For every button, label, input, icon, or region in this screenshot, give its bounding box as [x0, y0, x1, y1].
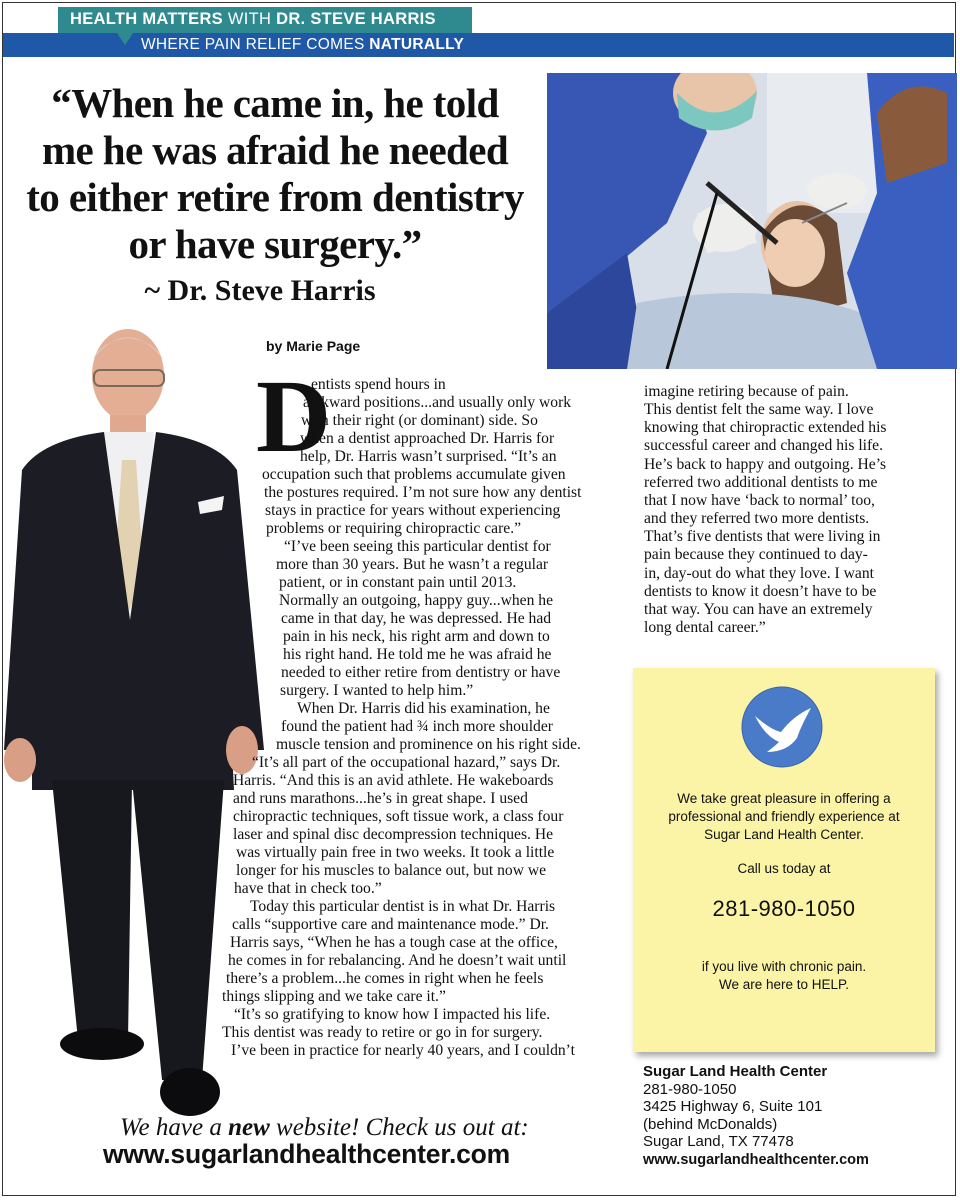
- note-tail: [633, 958, 935, 994]
- dove-logo-icon: [741, 686, 823, 768]
- article-line: patient, or in constant pain until 2013.: [279, 574, 517, 591]
- promo-pre: We have a: [120, 1114, 229, 1141]
- header-title: HEALTH MATTERS WITH DR. STEVE HARRIS: [70, 10, 436, 28]
- header-tab: [58, 7, 472, 33]
- article-line: Harris. “And this is an avid athlete. He wakeboards: [233, 772, 554, 789]
- article-line: have that in check too.”: [234, 880, 382, 897]
- contact-name: Sugar Land Health Center: [643, 1063, 828, 1080]
- article-line: the postures required. I’m not sure how any dentist: [264, 484, 582, 501]
- article-line: came in that day, he was depressed. He had: [281, 610, 552, 627]
- article-line: and they referred two more dentists.: [644, 510, 870, 528]
- article-column-2: [644, 383, 934, 637]
- note-message-line: We take great pleasure in offering a: [677, 791, 891, 806]
- note-tail-line: We are here to HELP.: [718, 977, 850, 992]
- article-line: things slipping and we take care it.”: [222, 988, 446, 1005]
- article-line: calls “supportive care and maintenance mode.” Dr.: [232, 916, 549, 933]
- article-line: This dentist was ready to retire or go in for surgery.: [222, 1024, 543, 1041]
- note-phone[interactable]: 281-980-1050: [712, 896, 856, 921]
- article-line: This dentist felt the same way. I love: [644, 401, 874, 419]
- contact-city: Sugar Land, TX 77478: [643, 1133, 794, 1151]
- article-line: surgery. I wanted to help him.”: [280, 682, 474, 699]
- article-line: laser and spinal disc decompression techniques. He: [233, 826, 554, 843]
- contact-url-link[interactable]: www.sugarlandhealthcenter.com: [643, 1151, 869, 1168]
- article-line: Normally an outgoing, happy guy...when he: [279, 592, 553, 609]
- article-line: in, day-out do what they love. I want: [644, 564, 874, 582]
- contact-block: [643, 1063, 869, 1169]
- contact-phone[interactable]: 281-980-1050: [643, 1081, 737, 1098]
- drop-cap: D: [256, 359, 332, 474]
- header-bar: [3, 33, 954, 57]
- article-line: successful career and changed his life.: [644, 437, 883, 455]
- article-line: muscle tension and prominence on his right side.: [276, 736, 581, 753]
- article-line: chiropractic techniques, soft tissue work, a class four: [233, 808, 564, 825]
- website-url-link[interactable]: www.sugarlandhealthcenter.com: [103, 1139, 511, 1169]
- article-line: long dental career.”: [644, 619, 766, 637]
- note-message-line: Sugar Land Health Center.: [704, 827, 864, 842]
- article-line: he comes in for rebalancing. And he doesn’t wait until: [228, 952, 567, 969]
- promo-post: website! Check us out at:: [269, 1114, 529, 1141]
- article-line: stays in practice for years without experiencing: [265, 502, 561, 519]
- pull-quote-line: “When he came in, he told: [51, 80, 499, 126]
- article-line: help, Dr. Harris wasn’t surprised. “It’s an: [300, 448, 557, 465]
- article-line: When Dr. Harris did his examination, he: [297, 700, 550, 717]
- note-call-text: Call us today at: [737, 861, 831, 876]
- contact-address-2: (behind McDonalds): [643, 1115, 778, 1133]
- article-line: referred two additional dentists to me: [644, 473, 878, 491]
- article-line: that way. You can have an extremely: [644, 600, 873, 618]
- article-line: with their right (or dominant) side. So: [301, 412, 538, 429]
- article-line: pain because they continued to day-: [644, 546, 868, 564]
- article-line: when a dentist approached Dr. Harris for: [300, 430, 555, 447]
- article-line: entists spend hours in: [311, 376, 446, 393]
- dental-photo: [547, 73, 957, 369]
- note-tail-line: if you live with chronic pain.: [701, 959, 867, 974]
- article-line: That’s five dentists that were living in: [644, 528, 881, 546]
- article-line: Today this particular dentist is in what Dr. Harris: [250, 898, 556, 915]
- article-line: that I now have ‘back to normal’ too,: [644, 491, 875, 509]
- note-message-line: professional and friendly experience at: [668, 809, 900, 824]
- header-notch: [117, 33, 133, 45]
- pull-quote-line: or have surgery.”: [128, 221, 422, 267]
- article-line: more than 30 years. But he wasn’t a regular: [276, 556, 549, 573]
- article-line: awkward positions...and usually only work: [303, 394, 572, 411]
- note-message: [633, 790, 935, 844]
- header-tagline: WHERE PAIN RELIEF COMES NATURALLY: [141, 36, 465, 53]
- article-line: his right hand. He told me he was afraid he: [283, 646, 552, 663]
- article-line: pain in his neck, his right arm and down to: [283, 628, 550, 645]
- promo-new: new: [228, 1114, 270, 1141]
- article-line: imagine retiring because of pain.: [644, 383, 849, 400]
- article-line: He’s back to happy and outgoing. He’s: [644, 455, 887, 473]
- article-line: longer for his muscles to balance out, but now we: [236, 862, 547, 879]
- article-line: was virtually pain free in two weeks. It took a little: [236, 844, 555, 861]
- article-line: I’ve been in practice for nearly 40 years, and I couldn’t: [231, 1042, 575, 1059]
- website-promo-text: [120, 1114, 529, 1142]
- article-line: Harris says, “When he has a tough case at the office,: [230, 934, 558, 951]
- article-line: needed to either retire from dentistry or have: [281, 664, 561, 681]
- pull-quote-line: me he was afraid he needed: [41, 127, 509, 173]
- article-line: “It’s all part of the occupational hazard,” says Dr.: [252, 754, 561, 771]
- contact-address-1: 3425 Highway 6, Suite 101: [643, 1098, 823, 1116]
- article-line: problems or requiring chiropractic care.”: [266, 520, 522, 537]
- article-line: found the patient had ¾ inch more shoulder: [281, 718, 553, 735]
- article-line: “I’ve been seeing this particular dentist for: [284, 538, 551, 555]
- promo-note: [633, 668, 935, 1052]
- article-line: dentists to know it doesn’t have to be: [644, 582, 877, 600]
- article-line: and runs marathons...he’s in great shape. I used: [233, 790, 528, 807]
- article-line: there’s a problem...he comes in right when he feels: [226, 970, 544, 987]
- article-line: knowing that chiropractic extended his: [644, 419, 887, 437]
- quote-attribution: ~ Dr. Steve Harris: [144, 274, 376, 307]
- pull-quote-line: to either retire from dentistry: [26, 174, 524, 220]
- pull-quote: [10, 80, 540, 268]
- article-line: “It’s so gratifying to know how I impacted his life.: [234, 1006, 551, 1023]
- article-line: occupation such that problems accumulate given: [262, 466, 566, 483]
- byline: by Marie Page: [266, 338, 361, 354]
